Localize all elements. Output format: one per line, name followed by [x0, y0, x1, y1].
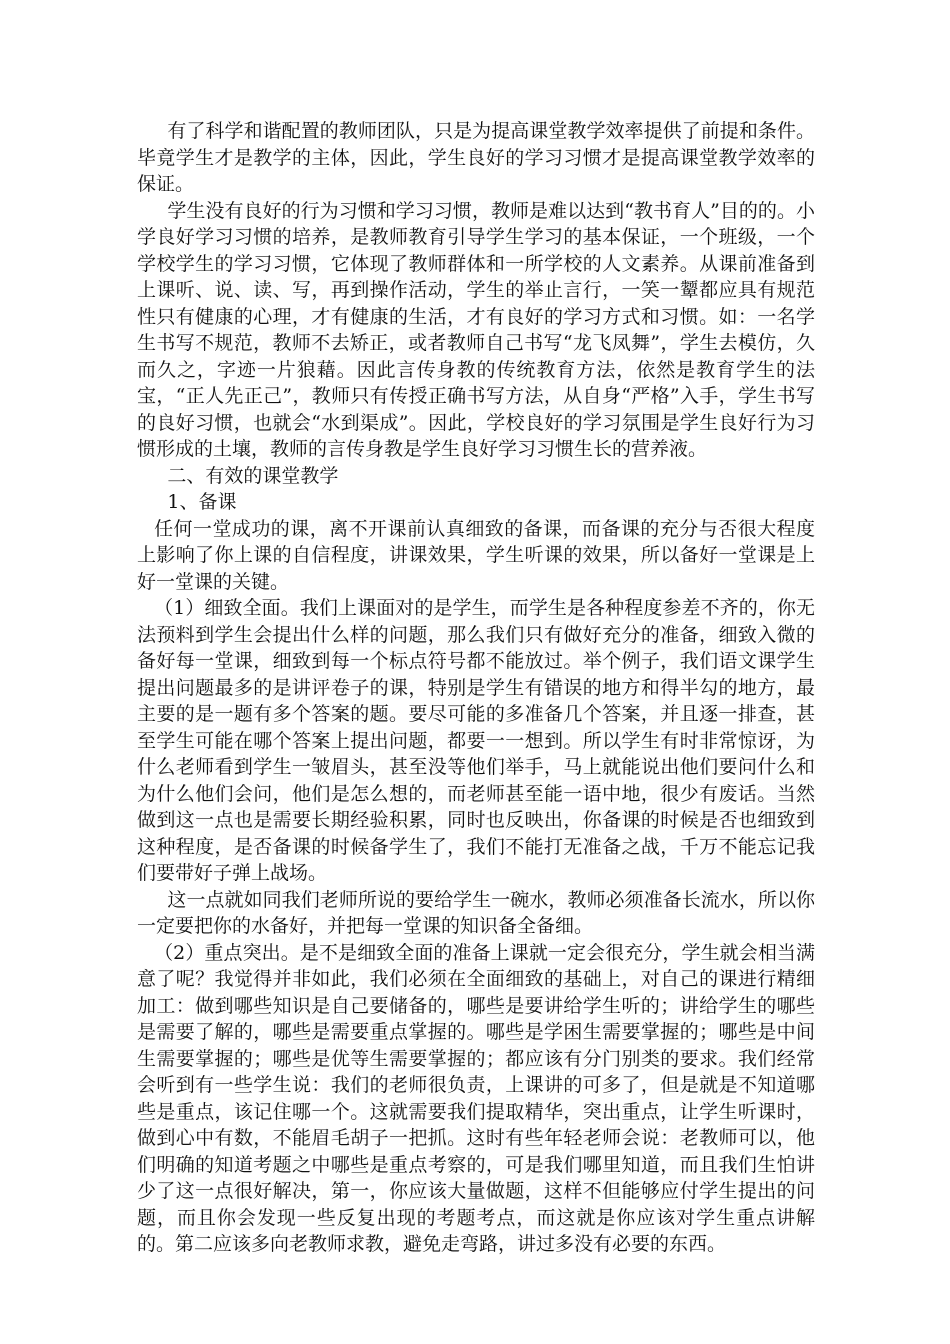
paragraph-study-habits-intro: 有了科学和谐配置的教师团队，只是为提高课堂教学效率提供了前提和条件。毕竟学生才是教学的主体，因此，学生良好的学习习惯才是提高课堂教学效率的保证。	[137, 120, 815, 195]
section-heading-effective-teaching: 二、有效的课堂教学	[167, 464, 339, 487]
paragraph-lesson-prep: 任何一堂成功的课，离不开课前认真细致的备课，而备课的充分与否很大程度上影响了你上课的自信程度，讲课效果，学生听课的效果，所以备好一堂课是上好一堂课的关键。	[137, 517, 815, 593]
document-page	[137, 118, 815, 1258]
paragraph-water-analogy: 这一点就如同我们老师所说的要给学生一碗水，教师必须准备长流水，所以你一定要把你的水备好，并把每一堂课的知识备全备细。	[137, 888, 815, 937]
paragraph-behavior-habits: 学生没有良好的行为习惯和学习习惯，教师是难以达到“教书育人”目的的。小学良好学习习惯的培养，是教师教育引导学生学习的基本保证，一个班级，一个学校学生的学习习惯，它体现了教师群体和一所学校的人文素养。从课前准备到上课听、说、读、写，再到操作活动，学生的举止言行，一笑一颦都应具有规范性只有健康的心理，才有健康的生活，才有良好的学习方式和习惯。如：一名学生书写不规范，教师不去矫正，或者教师自己书写“龙飞凤舞”，学生去模仿，久而久之，字迹一片狼藉。因此言传身教的传统教育方法，依然是教育学生的法宝，“正人先正己”，教师只有传授正确书写方法，从自身“严格”入手，学生书写的良好习惯，也就会“水到渠成”。因此，学校良好的学习氛围是学生良好行为习惯形成的土壤，教师的言传身教是学生良好学习习惯生长的营养液。	[137, 199, 815, 460]
paragraph-thorough-prep: （1）细致全面。我们上课面对的是学生，而学生是各种程度参差不齐的，你无法预料到学生会提出什么样的问题，那么我们只有做好充分的准备，细致入微的备好每一堂课，细致到每一个标点符号都不能放过。举个例子，我们语文课学生提出问题最多的是讲评卷子的课，特别是学生有错误的地方和得半勾的地方，最主要的是一题有多个答案的题。要尽可能的多准备几个答案，并且逐一排查，甚至学生可能在哪个答案上提出问题，都要一一想到。所以学生有时非常惊讶，为什么老师看到学生一皱眉头，甚至没等他们举手，马上就能说出他们要问什么和为什么他们会问，他们是怎么想的，而老师甚至能一语中地，很少有废话。当然做到这一点也是需要长期经验积累，同时也反映出，你备课的时候是否也细致到这种程度，是否备课的时候备学生了，我们不能打无准备之战，千万不能忘记我们要带好子弹上战场。	[137, 597, 815, 884]
paragraph-key-points: （2）重点突出。是不是细致全面的准备上课就一定会很充分，学生就会相当满意了呢？我觉得并非如此，我们必须在全面细致的基础上，对自己的课进行精细加工：做到哪些知识是自己要储备的，哪些是要讲给学生听的；讲给学生的哪些是需要了解的，哪些是需要重点掌握的。哪些是学困生需要掌握的；哪些是中间生需要掌握的；哪些是优等生需要掌握的；都应该有分门别类的要求。我们经常会听到有一些学生说：我们的老师很负责，上课讲的可多了，但是就是不知道哪些是重点，该记住哪一个。这就需要我们提取精华，突出重点，让学生听课时，做到心中有数，不能眉毛胡子一把抓。这时有些年轻老师会说：老教师可以，他们明确的知道考题之中哪些是重点考察的，可是我们哪里知道，而且我们生怕讲少了这一点很好解决，第一，你应该大量做题，这样不但能够应付学生提出的问题，而且你会发现一些反复出现的考题考点，而这就是你应该对学生重点讲解的。第二应该多向老教师求教，避免走弯路，讲过多没有必要的东西。	[137, 941, 815, 1255]
subsection-heading-lesson-prep: 1、备课	[167, 491, 237, 513]
